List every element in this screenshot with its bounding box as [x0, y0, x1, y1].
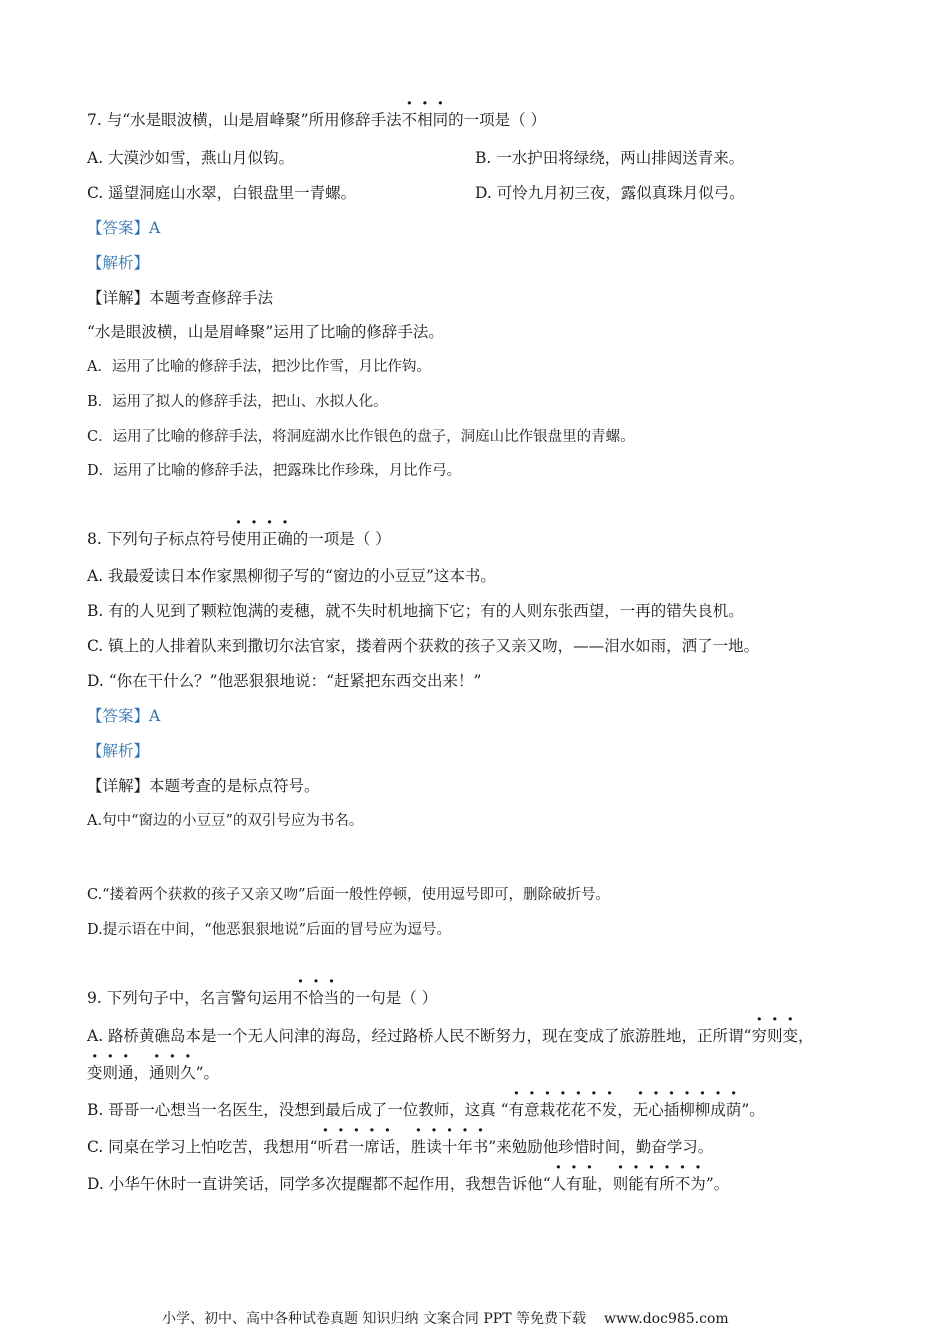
option-text: ”来勉励他珍惜时间，勤奋学习。: [488, 1138, 714, 1156]
emphasis-char: 不: [586, 1101, 602, 1119]
emphasis-char: 花: [555, 1101, 571, 1119]
emphasis-char: 话: [379, 1138, 396, 1156]
stem-text: 7. 与“水是眼波横，山是眉峰聚”所用修辞手法: [87, 111, 402, 129]
emphasis-char: 不: [674, 1175, 691, 1193]
emphasis-char: 成: [710, 1101, 726, 1119]
emphasis-char: 则: [767, 1027, 783, 1045]
option-text: D. 小华午休时一直讲笑话，同学多次提醒都不起作用，我想告诉他“: [87, 1175, 551, 1193]
emphasis-char: 正: [261, 530, 278, 548]
explanation-line: C．运用了比喻的修辞手法，将洞庭湖水比作银色的盘子，洞庭山比作银盘里的青螺。: [87, 429, 635, 445]
option-text: ”。: [705, 1175, 730, 1193]
option-text: B. 哥哥一心想当一名医生，没想到最后成了一位教师，这真 “: [87, 1101, 509, 1119]
question-8-stem: [87, 529, 391, 549]
emphasis-group: [509, 1101, 742, 1119]
emphasis-char: 发: [601, 1101, 618, 1119]
emphasis-char: ，: [798, 1027, 814, 1045]
emphasis-char: 耻: [581, 1175, 598, 1193]
emphasis-char: 席: [364, 1138, 380, 1156]
explanation-line: D.提示语在中间，“他恶狠狠地说”后面的冒号应为逗号。: [87, 922, 452, 938]
option-b: B. 一水护田将绿绕，两山排闼送青来。: [475, 149, 745, 167]
emphasis-group: [751, 1027, 813, 1045]
emphasis-char: 荫: [725, 1101, 742, 1119]
emphasis-char: 插: [663, 1101, 680, 1119]
question-7-stem: [87, 110, 546, 130]
option-a: A. 大漠沙如雪，燕山月似钩。: [87, 149, 295, 167]
stem-text: 的一项是（ ）: [448, 111, 547, 129]
emphasis-char: 听: [317, 1138, 334, 1156]
option-d: D. 可怜九月初三夜，露似真珠月似弓。: [475, 184, 745, 202]
emphasis-group: [318, 1138, 489, 1156]
emphasis-char: 则: [102, 1064, 119, 1082]
analysis-label: 【解析】: [87, 742, 150, 760]
stem-text: 9. 下列句子中，名言警句运用: [87, 989, 293, 1007]
emphasis-char: 柳: [694, 1101, 711, 1119]
footer-text: 小学、初中、高中各种试卷真题 知识归纳 文案合同 PPT 等免费下载: [162, 1311, 586, 1327]
stem-text: 的一句是（ ）: [339, 989, 438, 1007]
emphasis-char: 则: [612, 1175, 629, 1193]
stem-text: 的一项是（ ）: [292, 530, 391, 548]
emphasis-char: 穷: [751, 1027, 767, 1045]
emphasis-char: 通: [118, 1064, 134, 1082]
emphasis-char: 人: [550, 1175, 567, 1193]
option-text: A. 路桥黄礁岛本是一个无人问津的海岛，经过路桥人民不断努力，现在变成了旅游胜地，正所谓“: [87, 1027, 752, 1045]
emphasis-char: 当: [323, 989, 340, 1007]
option-a-continued: [87, 1063, 219, 1083]
detail-label: 【详解】本题考查修辞手法: [87, 289, 274, 307]
emphasis-char: 一: [348, 1138, 365, 1156]
option-text: C. 同桌在学习上怕吃苦，我想用“: [87, 1138, 318, 1156]
emphasis-char: 确: [277, 530, 293, 548]
option-b: B. 有的人见到了颗粒饱满的麦穗，就不失时机地摘下它；有的人则东张西望，一再的错失良机。: [87, 602, 744, 620]
emphasis-char: 无: [632, 1101, 649, 1119]
emphasis-char: 相: [417, 111, 433, 129]
option-b: [87, 1100, 765, 1120]
emphasis-char: 则: [164, 1064, 181, 1082]
answer-label: 【答案】A: [87, 219, 161, 237]
emphasis-char: 意: [524, 1101, 540, 1119]
emphasis-char: ，: [133, 1064, 150, 1082]
emphasis-char: 为: [690, 1175, 706, 1193]
option-a: A. 我最爱读日本作家黑柳彻子写的“窗边的小豆豆”这本书。: [87, 567, 496, 585]
option-d: D. “你在干什么？”他恶狠狠地说：“赶紧把东西交出来！”: [87, 672, 482, 690]
option-c: C. 遥望洞庭山水翠，白银盘里一青螺。: [87, 184, 357, 202]
emphasis-char: 十: [441, 1138, 458, 1156]
option-c: C. 镇上的人排着队来到撒切尔法官家，搂着两个获救的孩子又亲又吻，——泪水如雨，洒了一地。: [87, 637, 760, 655]
emphasis-group: [87, 1064, 196, 1082]
emphasis-char: 使: [230, 530, 247, 548]
option-text: ”。: [195, 1064, 220, 1082]
answer-label: 【答案】A: [87, 707, 161, 725]
emphasis-char: ，: [617, 1101, 633, 1119]
emphasis-char: 心: [648, 1101, 664, 1119]
emphasis-char: 久: [180, 1064, 196, 1082]
emphasis-char: 变: [87, 1064, 103, 1082]
option-text: ”。: [741, 1101, 765, 1119]
explanation-line: A．运用了比喻的修辞手法，把沙比作雪，月比作钩。: [87, 359, 431, 375]
explanation-line: C.“搂着两个获救的孩子又亲又吻”后面一般性停顿，使用逗号即可，删除破折号。: [87, 887, 611, 903]
emphasis-char: 有: [643, 1175, 660, 1193]
question-9-stem: [87, 988, 437, 1008]
emphasis-char: 年: [457, 1138, 473, 1156]
emphasis-char: 用: [246, 530, 262, 548]
emphasis-char: 恰: [308, 989, 324, 1007]
emphasis-char: ，: [597, 1175, 613, 1193]
emphasis-char: ，: [395, 1138, 411, 1156]
option-a: [87, 1026, 814, 1046]
option-d: [87, 1174, 729, 1194]
detail-label: 【详解】本题考查的是标点符号。: [87, 777, 320, 795]
option-c: [87, 1137, 713, 1157]
emphasis-char: 能: [628, 1175, 644, 1193]
emphasis-char: 不: [401, 111, 418, 129]
emphasis-char: 通: [149, 1064, 165, 1082]
emphasis-char: 有: [508, 1101, 525, 1119]
explanation-line: D．运用了比喻的修辞手法，把露珠比作珍珠，月比作弓。: [87, 463, 462, 479]
emphasis-char: 变: [782, 1027, 799, 1045]
emphasis-char: 栽: [539, 1101, 556, 1119]
emphasis-char: 花: [570, 1101, 587, 1119]
explanation-line: B．运用了拟人的修辞手法，把山、水拟人化。: [87, 394, 388, 410]
explanation-line: “水是眼波横，山是眉峰聚”运用了比喻的修辞手法。: [87, 323, 444, 341]
emphasis-char: 君: [333, 1138, 349, 1156]
explanation-line: A.句中“窗边的小豆豆”的双引号应为书名。: [87, 813, 364, 829]
footer-url[interactable]: www.doc985.com: [603, 1311, 729, 1327]
emphasis-char: 柳: [679, 1101, 695, 1119]
page-footer: [162, 1308, 729, 1328]
emphasis-char: 读: [426, 1138, 442, 1156]
emphasis-group: [551, 1175, 706, 1193]
analysis-label: 【解析】: [87, 254, 150, 272]
emphasis-char: 胜: [410, 1138, 427, 1156]
emphasis-char: 不: [292, 989, 309, 1007]
emphasis-char: 有: [566, 1175, 582, 1193]
emphasis-char: 书: [472, 1138, 489, 1156]
stem-text: 8. 下列句子标点符号: [87, 530, 231, 548]
emphasis-char: 所: [659, 1175, 675, 1193]
emphasis-char: 同: [432, 111, 449, 129]
